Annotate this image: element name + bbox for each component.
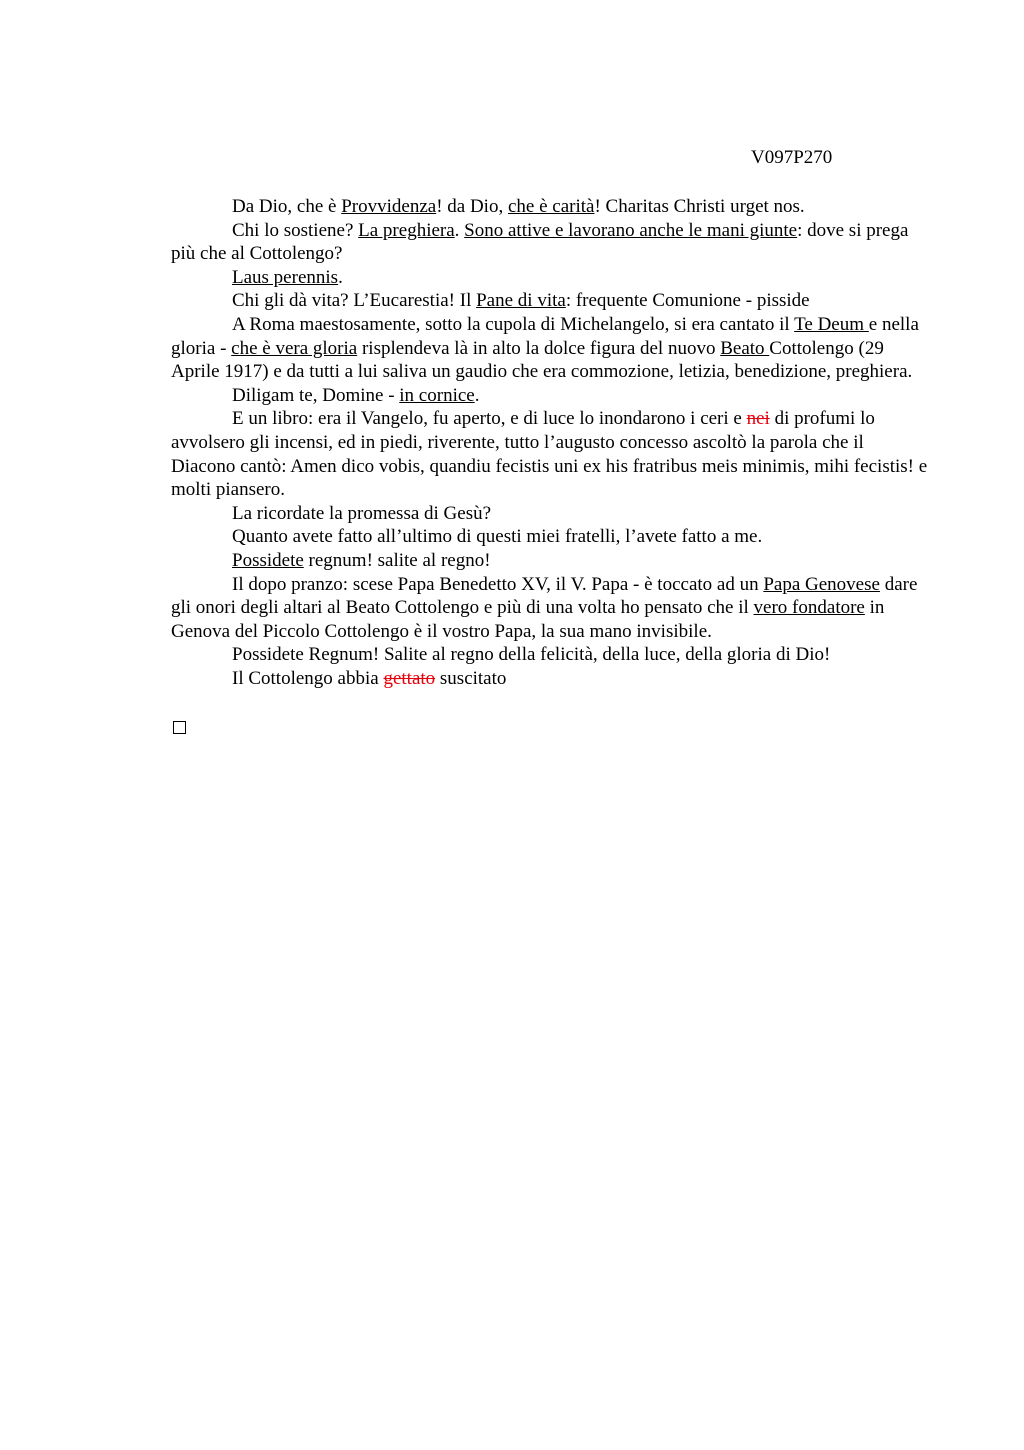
text-run: ! Charitas Christi urget nos. (594, 196, 805, 217)
underlined-text: La preghiera (358, 219, 455, 241)
text-run: e nella gloria - (171, 313, 919, 359)
paragraph (171, 525, 928, 549)
paragraph (171, 219, 928, 266)
text-run: dare gli onori degli altari al Beato Cottolengo e più di una volta ho pensato che il (171, 573, 918, 619)
underlined-text: Beato (720, 337, 770, 359)
text-run: Chi lo sostiene? (232, 219, 359, 241)
text-run: . (474, 384, 480, 406)
paragraph (171, 502, 928, 526)
underlined-text: vero fondatore (753, 597, 865, 619)
text-run: Cottolengo (29 Aprile 1917) e da tutti a lui saliva un gaudio che era commozione, letizia, benedizione, preghiera. (171, 337, 913, 383)
underlined-text: in cornice (399, 384, 475, 406)
text-run: Diligam te, Domine - (232, 384, 400, 406)
text-run: risplendeva là in alto la dolce figura del nuovo (357, 337, 721, 359)
deleted-text: nei (746, 408, 770, 430)
underlined-text: Provvidenza (341, 196, 437, 217)
paragraph (171, 384, 928, 408)
document-body (171, 195, 928, 690)
paragraph (171, 549, 928, 573)
underlined-text: Te Deum (794, 313, 869, 335)
text-run: . (338, 266, 343, 288)
underlined-text: Papa Genovese (763, 573, 880, 595)
checkbox-glyph (173, 721, 186, 734)
text-run: Il dopo pranzo: scese Papa Benedetto XV, il V. Papa - è toccato ad un (232, 573, 764, 595)
text-run: in Genova del Piccolo Cottolengo è il vostro Papa, la sua mano invisibile. (171, 597, 885, 642)
text-run: suscitato (435, 667, 507, 689)
page-identifier: V097P270 (751, 147, 833, 168)
text-run: Quanto avete fatto all’ultimo di questi miei fratelli, l’avete fatto a me. (232, 526, 763, 548)
paragraph (171, 573, 928, 644)
paragraph (171, 289, 928, 313)
underlined-text: che è carità (507, 196, 595, 217)
text-run: Il Cottolengo abbia (232, 667, 384, 689)
text-run: E un libro: era il Vangelo, fu aperto, e di luce lo inondarono i ceri e (232, 408, 747, 430)
paragraph (171, 643, 928, 667)
deleted-text: gettato (383, 667, 436, 689)
paragraph (171, 313, 928, 384)
underlined-text: Pane di vita (476, 290, 566, 312)
text-run: : frequente Comunione - pisside (565, 290, 810, 312)
underlined-text: Sono attive e lavorano anche le mani giunte (464, 219, 798, 241)
text-run: Da Dio, che è (232, 196, 342, 217)
underlined-text: Laus perennis (232, 266, 339, 288)
text-run: di profumi lo avvolsero gli incensi, ed in piedi, riverente, tutto l’augusto concesso ascoltò la parola che il Diacono cantò: Amen dico vobis, quandiu fecistis uni ex his fratribus meis minimis, mihi fecistis! e molti piansero. (171, 408, 928, 501)
paragraph (171, 407, 928, 501)
paragraph (171, 667, 928, 691)
text-run: ! da Dio, (436, 196, 508, 217)
paragraph (171, 266, 928, 290)
text-run: Possidete Regnum! Salite al regno della felicità, della luce, della gloria di Dio! (232, 644, 831, 666)
paragraph (171, 195, 928, 219)
text-run: A Roma maestosamente, sotto la cupola di Michelangelo, si era cantato il (232, 313, 795, 335)
underlined-text: che è vera gloria (231, 337, 358, 359)
text-run: La ricordate la promessa di Gesù? (232, 502, 492, 524)
text-run: Chi gli dà vita? L’Eucarestia! Il (232, 290, 477, 312)
underlined-text: Possidete (232, 549, 304, 571)
text-run: . (454, 219, 465, 241)
text-run: regnum! salite al regno! (303, 549, 491, 571)
text-run: : dove si prega più che al Cottolengo? (171, 219, 909, 265)
